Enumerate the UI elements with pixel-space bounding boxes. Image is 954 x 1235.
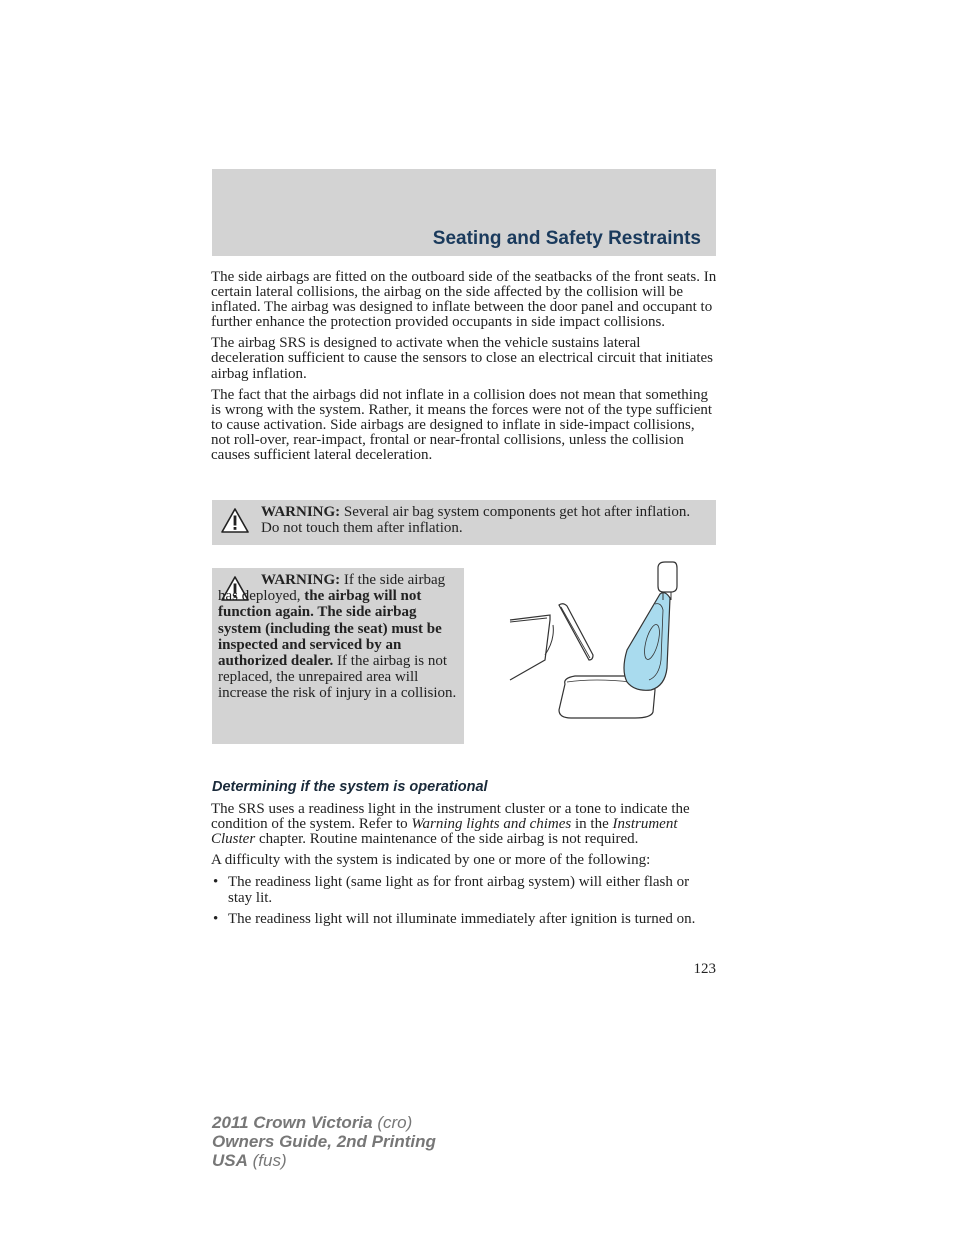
footer-model: 2011 Crown Victoria <box>212 1113 373 1132</box>
seat-side-airbag-icon <box>505 560 685 725</box>
section-title: Seating and Safety Restraints <box>432 228 701 249</box>
footer-code: (fus) <box>247 1151 287 1170</box>
list-item-text: The readiness light (same light as for front airbag system) will either flash or stay lit. <box>228 874 690 907</box>
intro-text <box>211 270 717 469</box>
warning-triangle-icon <box>220 507 250 534</box>
cross-reference: Warning lights and chimes <box>411 816 572 833</box>
list-item <box>211 874 717 906</box>
warning-emphasis: the airbag will not function again. The side airbag system (including the seat) must be inspected and serviced by an authorized dealer. <box>218 588 442 670</box>
document-footer <box>212 1113 436 1170</box>
warning-text <box>218 572 460 702</box>
bullet-marker: • <box>213 874 219 891</box>
warning-box-hot-components <box>212 500 716 545</box>
warning-body: Several air bag system components get hot after inflation. Do not touch them after inflation. <box>261 504 691 537</box>
cross-reference: Instrument Cluster <box>211 816 678 848</box>
section-subheading: Determining if the system is operational <box>212 779 488 795</box>
footer-code: (cro) <box>372 1113 413 1132</box>
text-run: chapter. Routine maintenance of the side airbag is not required. <box>255 831 639 848</box>
section-header-band <box>212 169 716 256</box>
symptom-list <box>211 874 717 927</box>
warning-text <box>261 504 701 536</box>
bullet-marker: • <box>213 911 219 928</box>
paragraph: A difficulty with the system is indicated by one or more of the following: <box>211 852 651 869</box>
footer-line: Owners Guide, 2nd Printing <box>212 1132 436 1151</box>
list-item-text: The readiness light will not illuminate immediately after ignition is turned on. <box>228 911 696 928</box>
warning-label: WARNING: <box>261 572 341 588</box>
page-number: 123 <box>693 961 716 977</box>
paragraph: The airbag SRS is designed to activate when the vehicle sustains lateral deceleration sufficient to cause the sensors to close an electrical circuit that initiates airbag inflation. <box>211 335 714 382</box>
footer-market: USA <box>212 1151 248 1170</box>
list-item <box>211 911 717 927</box>
paragraph: The side airbags are fitted on the outboard side of the seatbacks of the front seats. In certain lateral collisions, the airbag on the side affected by the collision will be inflated. The airbag was designed to inflate between the door panel and occupant to further enhance the protection provided occupants in side impact collisions. <box>211 269 717 331</box>
footer-line <box>212 1113 436 1132</box>
paragraph <box>211 802 717 847</box>
warning-label: WARNING: <box>261 504 341 520</box>
warning-body: If the airbag is not replaced, the unrepaired area will increase the risk of injury in a collision. <box>218 653 457 702</box>
footer-line <box>212 1151 436 1170</box>
paragraph: The fact that the airbags did not inflate in a collision does not mean that something is wrong with the system. Rather, it means the forces were not of the type sufficient to cause activation. Side airbags are designed to inflate in side-impact collisions, not roll-over, rear-impact, frontal or near-frontal collisions, unless the collision causes sufficient lateral deceleration. <box>211 386 713 464</box>
operational-text <box>211 802 717 932</box>
text-run: in the <box>571 816 613 833</box>
warning-box-deployed-airbag <box>212 568 464 744</box>
warning-body: If the side airbag has deployed, <box>218 572 446 605</box>
text-run: The SRS uses a readiness light in the instrument cluster or a tone to indicate the condition of the system. Refer to <box>211 801 690 833</box>
